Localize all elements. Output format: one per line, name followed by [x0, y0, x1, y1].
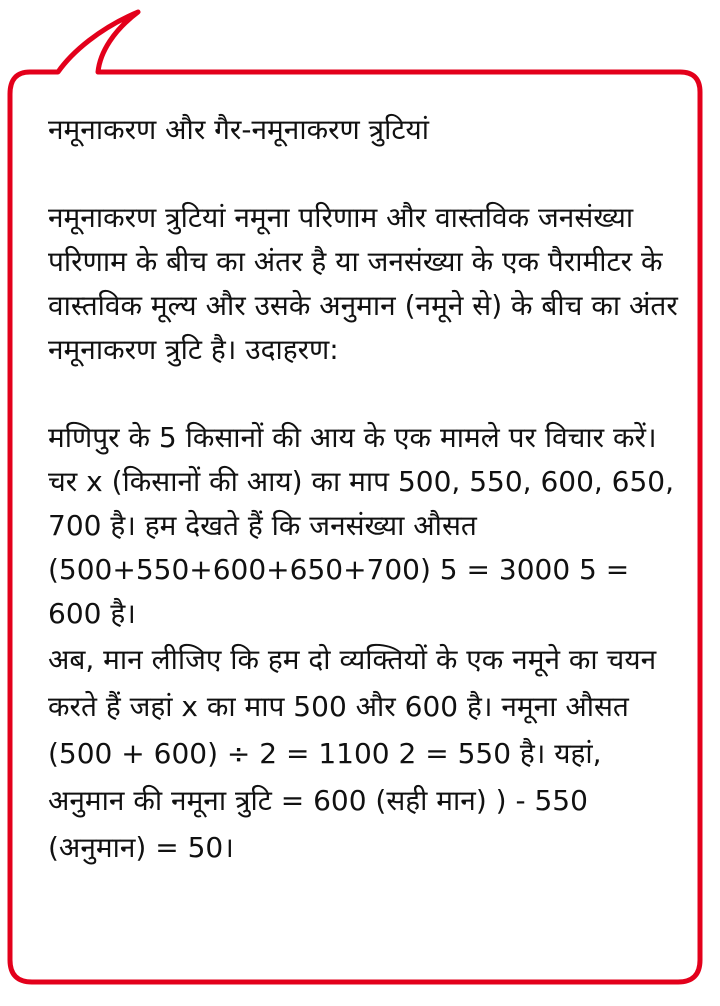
sample-mean-example: अब, मान लीजिए कि हम दो व्यक्तियों के एक नमूने का चयन करते हैं जहां x का माप 500 और 600 है। नमूना औसत (500 + 600) ÷ 2 = 1100 2 = 550 है। यहां, अनुमान की नमूना त्रुटि = 600 (सही मान) ) - 550 (अनुमान) = 50।: [48, 643, 657, 864]
example-intro: मणिपुर के 5 किसानों की आय के एक मामले पर विचार करें।: [48, 421, 657, 454]
document-body: [48, 108, 678, 871]
sampling-error-definition: नमूनाकरण त्रुटियां नमूना परिणाम और वास्तविक जनसंख्या परिणाम के बीच का अंतर है या जनसंख्या के एक पैरामीटर के वास्तविक मूल्य और उसके अनुमान (नमूने से) के बीच का अंतर नमूनाकरण त्रुटि है। उदाहरण:: [48, 201, 678, 366]
document-title: नमूनाकरण और गैर-नमूनाकरण त्रुटियां: [48, 113, 429, 146]
population-mean-example: चर x (किसानों की आय) का माप 500, 550, 600, 650, 700 है। हम देखते हैं कि जनसंख्या औसत (500+550+600+650+700) 5 = 3000 5 = 600 है।: [48, 465, 675, 630]
